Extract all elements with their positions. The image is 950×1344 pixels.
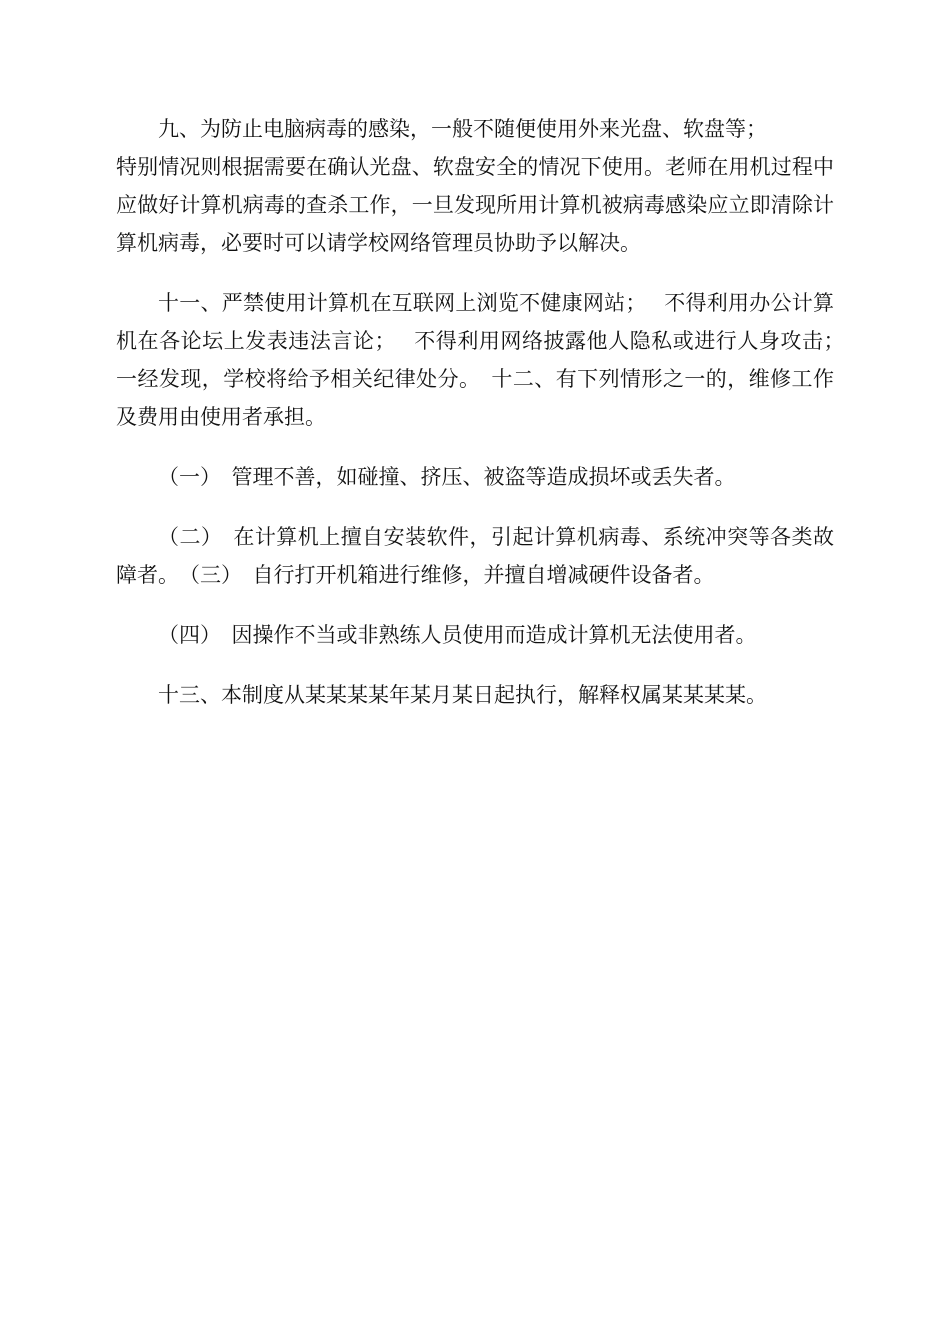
paragraph-item-1: （一） 管理不善，如碰撞、挤压、被盗等造成损坏或丢失者。 xyxy=(158,465,736,489)
paragraph-article-9-line-1: 九、为防止电脑病毒的感染，一般不随便使用外来光盘、软盘等； xyxy=(158,117,767,141)
paragraph-article-9-line-2: 特别情况则根据需要在确认光盘、软盘安全的情况下使用。老师在用机过程中应做好计算机病毒的查杀工作，一旦发现所用计算机被病毒感染应立即清除计算机病毒，必要时可以请学校网络管理员协助予以解决。 xyxy=(116,155,834,255)
document-page xyxy=(116,110,862,736)
paragraph-item-2-3: （二） 在计算机上擅自安装软件，引起计算机病毒、系统冲突等各类故障者。 （三） 自行打开机箱进行维修，并擅自增减硬件设备者。 xyxy=(116,525,834,587)
paragraph-article-9 xyxy=(116,110,834,262)
paragraph-article-13: 十三、本制度从某某某某年某月某日起执行，解释权属某某某某。 xyxy=(158,683,767,707)
paragraph-article-11-12: 十一、严禁使用计算机在互联网上浏览不健康网站； 不得利用办公计算机在各论坛上发表违法言论； 不得利用网络披露他人隐私或进行人身攻击； 一经发现，学校将给予相关纪律处分。 十二、有下列情形之一的，维修工作及费用由使用者承担。 xyxy=(116,291,862,429)
paragraph-item-4: （四） 因操作不当或非熟练人员使用而造成计算机无法使用者。 xyxy=(158,623,757,647)
